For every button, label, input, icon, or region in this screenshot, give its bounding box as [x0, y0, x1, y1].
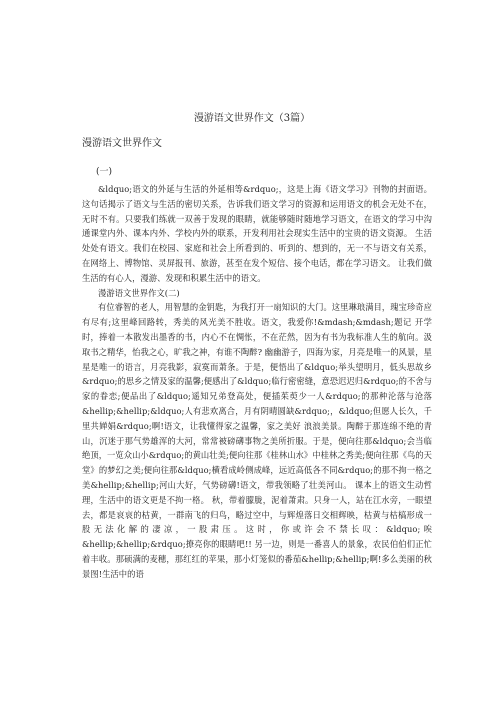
- paragraph-2: 有位睿智的老人，用智慧的金钥匙，为我打开一扇知识的大门。这里琳琅满目，瑰宝珍奇应有尽有;这里峰回路转，秀美的风光美不胜收。语文，我爱你!&mdash;&mdash;题记 开学时，捧着一本散发出墨香的书，内心不在惆怅，不在茫然，因为有书为我标准人生的航向。汲取书之精华，怡我之心，旷我之神，有谁不陶醉? 幽幽游子，四海为家，月亮是唯一的风景，星星是唯一的语言，月亮我影，寂寞而萧条。于是，便悟出了&ldquo;举头望明月，低头思故乡&rdquo;的思乡之情及家的温馨;便感出了&ldquo;临行密密缝，意恐迟迟归&rdquo;的不舍与家的眷恋;便品出了&ldquo;遥知兄弟登高处，便插茱萸少一人&rdquo;的那种沦落与沧落&hellip;&hellip;&ldquo;人有悲欢离合，月有阴晴圆缺&rdquo;，&ldquo;但愿人长久，千里共婵娟&rdquo;啊!语文，让我懂得家之温馨，家之美好 浪浪美景。陶醉于那连绵不绝的青山，沉迷于那气势雄浑的大河，常常被磅礴事物之美所折服。于是，便向往那&ldquo;会当临绝顶，一览众山小&rdquo;的黄山壮美;便向往那《桂林山水》中桂林之秀美;便向往那《鸟的天堂》的梦幻之美;便向往那&ldquo;横看成岭侧成峰，远近高低各不同&rdquo;的那不拘一格之美&hellip;&hellip;河山大好，气势磅礴!语文，带我领略了壮美河山。 课本上的语文生动哲理，生活中的语文更是不拘一格。 秋，带着朦胧，泥着萧肃。只身一人，站在江水旁，一眼望去，都是哀哀的枯黄，一群南飞的归鸟，略过空中，与辉煌落日交相辉映，枯黄与枯槁形成一股无法化解的凄凉，一股肃压。这时，你或许会不禁长叹：&ldquo;唉&hellip;&hellip;&rdquo;撩亮你的眼睛吧!! 另一边，则是一番喜人的景象，农民伯伯们正忙着丰收。那硕满的麦穗，那红红的苹果，那小灯笼似的番茄&hellip;&hellip;啊!多么美丽的秋景图!生活中的语: [82, 302, 432, 579]
- section-1-heading: (一): [96, 167, 113, 177]
- document-body: [82, 182, 432, 582]
- section-2-heading: 漫游语文世界作文(二): [98, 287, 180, 298]
- document-subtitle: 漫游语文世界作文: [82, 138, 162, 149]
- document-title: 漫游语文世界作文（3篇）: [193, 113, 311, 124]
- paragraph-1: &ldquo;语文的外延与生活的外延相等&rdquo;，这是上海《语文学习》刊物的封面语。这句话揭示了语文与生活的密切关系，告诉我们语文学习的资源和运用语文的机会无处不在，无时不有。只要我们练就一双善于发现的眼睛，就能够随时随地学习语文，在语文的学习中沟通课堂内外、课本内外、学校内外的联系，开发利用社会现实生活中的宝贵的语文资源。 生活处处有语文。我们在校园、家庭和社会上所看到的、听到的、想到的，无一不与语文有关系，在网络上、博物馆、灵屏报刊、旅游，甚至在发个短信、接个电话，都在学习语文。 让我们做生活的有心人，漫游、发现和积累生活中的语文。: [82, 184, 432, 283]
